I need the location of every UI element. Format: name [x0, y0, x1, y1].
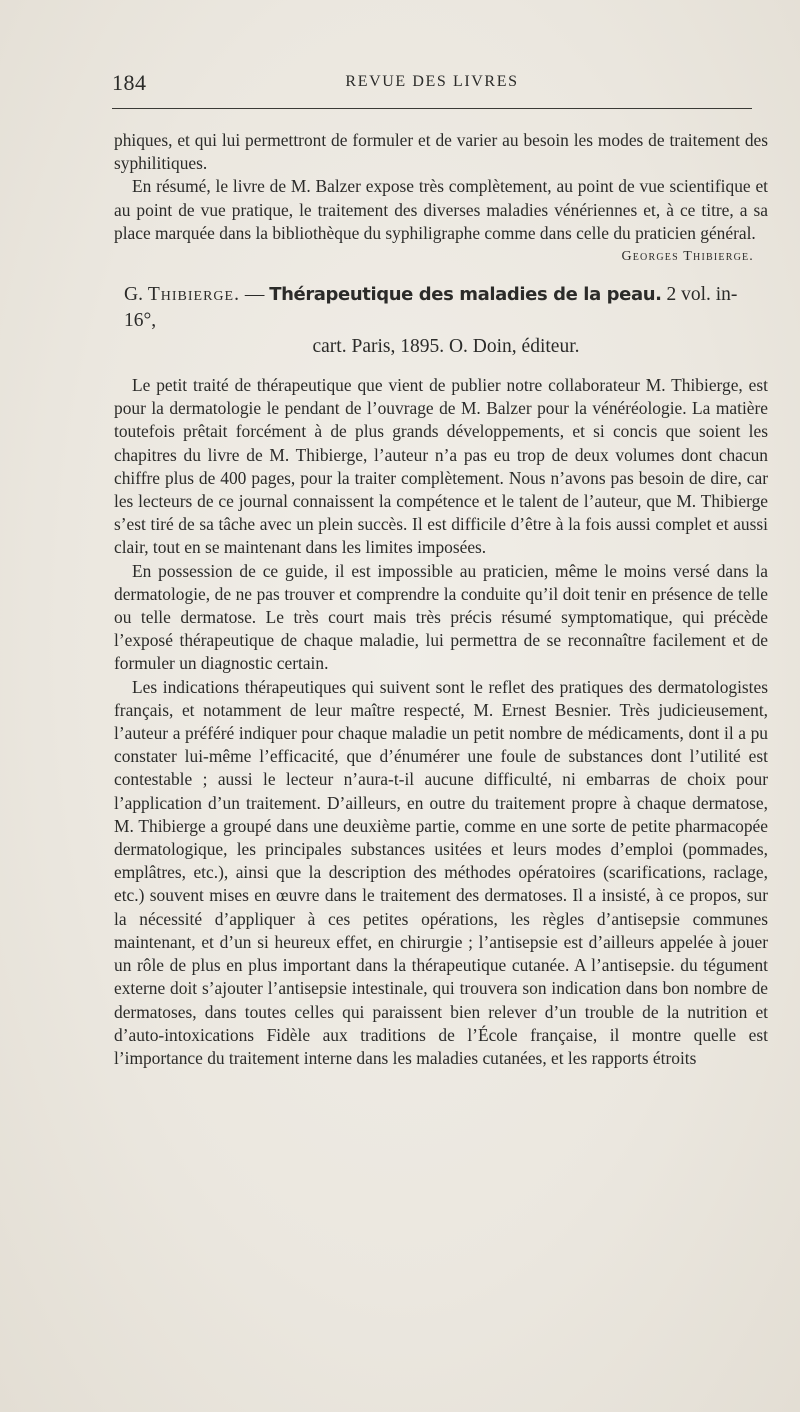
review-signature: Georges Thibierge. [621, 249, 754, 265]
page-number: 184 [112, 70, 147, 95]
review-publication-info: cart. Paris, 1895. O. Doin, éditeur. [312, 336, 580, 358]
review-dash: — [239, 284, 270, 306]
review-heading-line-1 [124, 282, 768, 334]
running-head: REVUE DES LIVRES [345, 73, 519, 90]
paragraph: En possession de ce guide, il est impossible au praticien, même le moins versé dans la dermatologie, de ne pas trouver et comprendre la conduite qu’il doit tenir en présence de telle ou telle dermatose. Le très court mais très précis résumé symptomatique, qui précède l’exposé thérapeutique de chaque maladie, lui permettra de se reconnaître facilement et de formuler un diagnostic certain. [114, 560, 768, 674]
review-volume-info: 2 vol. in-16°, [124, 284, 738, 332]
paragraph: Les indications thérapeutiques qui suivent sont le reflet des pratiques des dermatologistes français, et notamment de leur maître respecté, M. Ernest Besnier. Très judicieusement, l’auteur a préféré indiquer pour chaque maladie un petit nombre de médicaments, dont il a pu constater lui-même l’efficacité, que d’énumérer une foule de substances dont l’utilité est contestable ; aussi le lecteur n’aura-t-il aucune difficulté, ni embarras de choix pour l’application d’un traitement. D’ailleurs, en outre du traitement propre à chaque dermatose, M. Thibierge a groupé dans une deuxième partie, comme en une sorte de petite pharmacopée dermatologique, les principales substances usitées et leurs modes d’emploi (pommades, emplâtres, etc.), ainsi que la description des méthodes opératoires (scarifications, raclage, etc.) souvent mises en œuvre dans le traitement des dermatoses. Il a insisté, à ce propos, sur la nécessité d’appliquer à ces petites opérations, les règles d’antisepsie communes maintenant, et d’un si heureux effet, en chirurgie ; l’antisepsie est d’ailleurs appelée à jouer un rôle de plus en plus important dans la thérapeutique cutanée. A l’antisepsie. du tégument externe doit s’ajouter l’antisepsie intestinale, qui trouvera son indication dans bon nombre de dermatoses, dans toutes celles qui paraissent bien relever d’un trouble de la nutrition et d’auto-intoxications Fidèle aux traditions de l’École française, il montre quelle est l’importance du traitement interne dans les maladies cutanées, et les rapports étroits [114, 676, 768, 1068]
page-body [114, 129, 768, 1070]
review-author-initial: G. [124, 284, 143, 306]
paragraph: En résumé, le livre de M. Balzer expose très complètement, au point de vue scientifique et au point de vue pratique, le traitement des diverses maladies vénériennes et, à ce titre, a sa place marquée dans la bibliothèque du syphiligraphe comme dans celle du praticien général. [114, 176, 768, 243]
review-author-name: Thibierge. [147, 284, 240, 306]
paragraph-continuation: phiques, et qui lui permettront de formuler et de varier au besoin les modes de traitement des syphilitiques. [114, 130, 768, 174]
review-book-title: Thérapeutique des maladies de la peau. [269, 284, 662, 306]
page-header [112, 70, 752, 98]
paragraph: Le petit traité de thérapeutique que vient de publier notre collaborateur M. Thibierge, est pour la dermatologie le pendant de l’ouvrage de M. Balzer pour la vénéréologie. La matière toutefois prêtait forcément à de plus grands développements, et si concis que soient les chapitres du livre de M. Thibierge, l’auteur n’a pas eu trop de deux volumes dont chacun chiffre plus de 400 pages, pour la traiter complètement. Nous n’avons pas besoin de dire, car les lecteurs de ce journal connaissent la compétence et le talent de l’auteur, que M. Thibierge s’est tiré de sa tâche avec un plein succès. Il est difficile d’être à la fois aussi complet et aussi clair, tout en se maintenant dans les limites imposées. [114, 375, 768, 558]
review-heading [114, 282, 768, 360]
header-rule [112, 108, 752, 109]
